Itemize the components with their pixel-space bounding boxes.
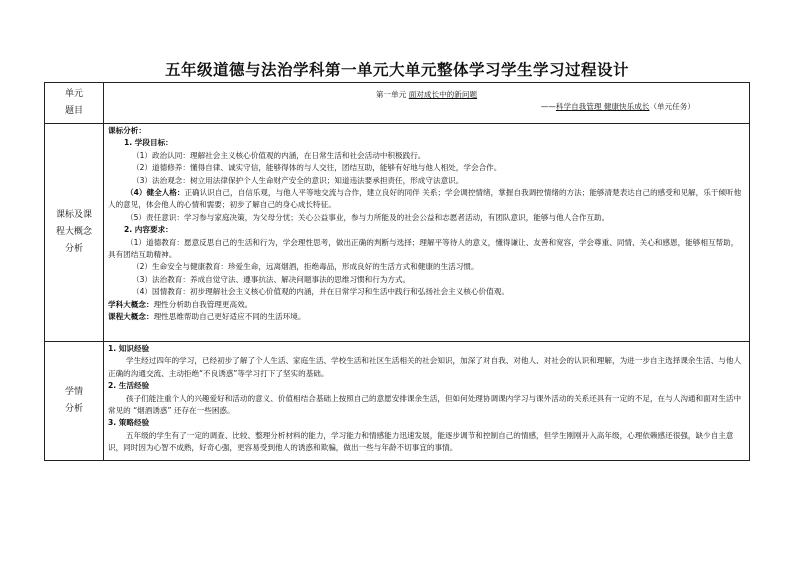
standards-label-line-2: 程大概念 <box>55 227 92 237</box>
content-lead: （3）法治教育： <box>132 274 190 284</box>
document-title: 五年级道德与法治学科第一单元大单元整体学习学生学习过程设计 <box>164 61 629 79</box>
standards-label-line-3: 分析 <box>64 244 83 254</box>
learner-label-line-1: 学情 <box>64 387 83 397</box>
learner-label-line-2: 分析 <box>64 404 83 414</box>
standards-heading: 课标分析： <box>108 126 146 135</box>
goal-item <box>108 212 745 224</box>
learner-row <box>45 342 750 461</box>
goal-lead: （2）道德修养： <box>132 163 190 173</box>
goal-item <box>108 150 745 162</box>
content-item <box>108 286 745 298</box>
design-table <box>44 82 750 461</box>
goal-lead: （4）健全人格： <box>126 188 185 198</box>
goal-text: 树立用法律保护个人生命财产安全的意识；知道违法要承担责任，形成守法意识。 <box>190 175 464 185</box>
unit-title-label-cell <box>45 83 104 124</box>
content-text: 愿意反思自己的生活和行为，学会理性思考，做出正确的判断与选择；理解平等待人的意义，懂得谦让、友善和宽容，学会尊重、同情、关心和感恩，能够相互帮助，具有团结互助精神。 <box>108 237 739 260</box>
subject-concept <box>108 299 745 311</box>
goal-text: 懂得自律、诚实守信，能够得体的与人交往，团结互助，能够有好地与他人相处，学会合作。 <box>190 163 502 173</box>
unit-task-line <box>108 101 745 113</box>
content-item <box>108 274 745 286</box>
content-lead: （4）国情教育： <box>132 287 190 297</box>
life-heading: 2. 生活经验 <box>108 381 150 391</box>
learner-content-cell <box>104 342 750 461</box>
knowledge-text: 学生经过四年的学习，已经初步了解了个人生活、家庭生活、学校生活和社区生活相关的社会知识，加深了对自我、对他人、对社会的认识和理解，为进一步自主选择课余生活、与他人正确的沟通交流、主动拒绝“不良诱惑”等学习打下了坚实的基础。 <box>108 356 742 378</box>
goal-item <box>108 187 745 212</box>
content-item <box>108 261 745 273</box>
learner-label-cell <box>45 342 104 461</box>
content-text: 养成自觉守法、遵事抗法、解决问题事法的思维习惯和行为方式。 <box>190 274 411 284</box>
goal-text: 理解社会主义核心价值观的内涵，在日常生活和社会活动中积极践行。 <box>190 150 426 160</box>
unit-name: 面对成长中的新问题 <box>408 90 478 99</box>
content-lead: （2）生命安全与健康教育： <box>132 262 228 272</box>
unit-title-row <box>45 83 750 124</box>
standards-content-cell <box>104 124 750 342</box>
goal-item <box>108 175 745 187</box>
strategy-heading: 3. 策略经验 <box>108 418 150 428</box>
goal-lead: （5）责任意识： <box>126 212 184 222</box>
subject-concept-text: 理性分析助自我管理更高效。 <box>153 299 253 309</box>
course-concept <box>108 311 745 323</box>
goal-item <box>108 162 745 174</box>
content-text: 珍爱生命，远离烟酒，拒绝毒品，形成良好的生活方式和健康的生活习惯。 <box>227 262 479 272</box>
knowledge-heading: 1. 知识经验 <box>108 344 150 353</box>
strategy-text: 五年级的学生有了一定的调查、比较、整理分析材料的能力，学习能力和情感能力迅速发展，能逐步调节和控制自己的情感，但学生刚刚升入高年级，心理依赖感还很强，缺少自主意识，同时因为心智不成熟，好奇心强，更容易受到他人的诱惑和欺骗，做出一些与年龄不切事宜的事情。 <box>108 430 734 453</box>
goal-lead: （1）政治认同： <box>132 150 190 160</box>
unit-name-line <box>108 89 745 101</box>
goal-lead: （3）法治观念： <box>132 175 190 185</box>
subject-concept-lead: 学科大概念： <box>108 299 154 309</box>
standards-label-line-1: 课标及课 <box>55 210 92 220</box>
standards-row <box>45 124 750 342</box>
unit-label-line-1: 单元 <box>64 89 83 99</box>
unit-prefix: 第一单元 <box>375 90 409 99</box>
unit-label-line-2: 题目 <box>64 106 83 116</box>
unit-title-content-cell <box>104 83 750 124</box>
unit-task-name: 科学自我管理 健康快乐成长 <box>555 102 650 112</box>
content-lead: （1）道德教育： <box>126 237 184 247</box>
life-text: 孩子们能注重个人的兴趣爱好和活动的意义、价值相结合基础上按照自己的意愿安排课余生活，但如何处理协调课内学习与课外活动的关系还具有一定的不足，在与人沟通和面对生活中常见的 “烟酒诱惑” 还存在一些困惑。 <box>108 393 742 416</box>
goals-heading: 1. 学段目标： <box>124 138 173 148</box>
content-item <box>108 237 745 262</box>
unit-task-suffix: （单元任务） <box>649 102 695 112</box>
content-heading: 2. 内容要求： <box>124 225 173 235</box>
goal-text: 正确认识自己，自信乐观，与他人平等地交流与合作，建立良好的同伴 关系；学会调控情绪，掌握自我调控情绪的方法；能够清楚表达自己的感受和见解，乐于倾听他人的意见，体会他人的心情和需要；初步了解自己的身心成长特征。 <box>108 188 742 210</box>
course-concept-lead: 课程大概念： <box>108 312 154 322</box>
course-concept-text: 理性思维帮助自己更好适应不同的生活环境。 <box>153 312 306 322</box>
unit-task-prefix: —— <box>540 102 556 112</box>
standards-label-cell <box>45 124 104 342</box>
goal-text: 学习参与家庭决策，为父母分忧；关心公益事业，参与力所能及的社会公益和志愿者活动，有团队意识，能够与他人合作互助。 <box>184 212 610 222</box>
content-text: 初步理解社会主义核心价值观的内涵，并在日常学习和生活中践行和弘扬社会主义核心价值观。 <box>190 287 509 297</box>
